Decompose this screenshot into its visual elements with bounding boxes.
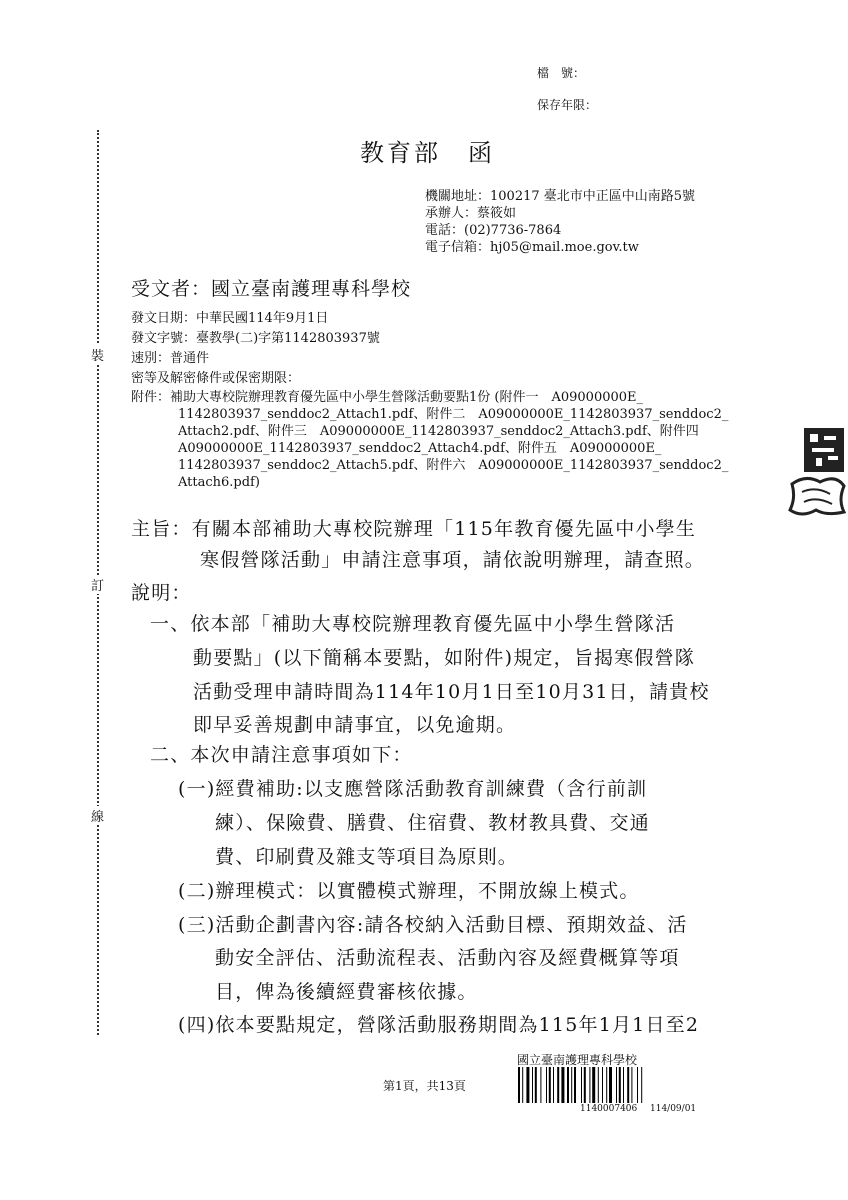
subitem-1-line: 練）、保險費、膳費、住宿費、教材教具費、交通 [215,812,650,834]
recipient: 受文者：國立臺南護理專科學校 [131,278,412,300]
page-title: 教育部 函 [360,139,495,167]
barcode-date: 114/09/01 [650,1104,697,1114]
attachments-line: A09000000E_1142803937_senddoc2_Attach4.pdf、附件五 A09000000E_ [178,441,662,456]
barcode-number: 1140007406 [580,1104,638,1114]
attachments-line: 1142803937_senddoc2_Attach1.pdf、附件二 A09000000E_1142803937_senddoc2_ [178,407,729,422]
subitem-1-line: 費、印刷費及雜支等項目為原則。 [215,846,519,868]
issue-date: 發文日期：中華民國114年9月1日 [131,311,329,326]
agency-address: 機關地址：100217 臺北市中正區中山南路5號 [425,189,696,204]
item-2-line: 二、本次申請注意事項如下： [150,744,413,766]
retention-period-label: 保存年限： [537,98,598,112]
subitem-4-line: (四)依本要點規定，營隊活動服務期間為115年1月1日至2 [178,1014,700,1036]
item-1-line: 動要點」(以下簡稱本要點，如附件)規定，旨揭寒假營隊 [193,647,696,669]
subitem-3-line: 目，俾為後續經費審核依據。 [215,981,478,1003]
binding-char-1: 裝 [91,345,104,364]
binding-char-2: 訂 [91,575,104,594]
subitem-3-line: 動安全評估、活動流程表、活動內容及經費概算等項 [215,947,680,969]
delivery-speed: 速別：普通件 [131,351,210,366]
subitem-2-line: (二)辦理模式：以實體模式辦理，不開放線上模式。 [178,880,640,902]
confidentiality: 密等及解密條件或保密期限： [131,371,301,386]
subitem-3-line: (三)活動企劃書內容:請各校納入活動目標、預期效益、活 [178,914,688,936]
receiver-stamp: 國立臺南護理專科學校 [517,1053,638,1067]
binding-char-3: 線 [91,806,104,825]
document-number: 發文字號：臺教學(二)字第1142803937號 [131,331,380,346]
archive-number-label: 檔 號： [537,66,586,80]
subject-line: 寒假營隊活動」申請注意事項，請依說明辦理，請查照。 [200,549,706,571]
attachments-line: Attach2.pdf、附件三 A09000000E_1142803937_senddoc2_Attach3.pdf、附件四 [178,424,699,439]
barcode-icon [518,1067,696,1103]
item-1-line: 活動受理申請時間為114年10月1日至10月31日，請貴校 [193,681,710,703]
agency-phone: 電話：(02)7736-7864 [425,223,562,238]
subitem-1-line: (一)經費補助:以支應營隊活動教育訓練費（含行前訓 [178,778,648,800]
subject-line: 主旨：有關本部補助大專校院辦理「115年教育優先區中小學生 [131,518,697,540]
attachments-line: 1142803937_senddoc2_Attach5.pdf、附件六 A09000000E_1142803937_senddoc2_ [178,458,729,473]
official-seal-icon [786,426,846,518]
item-1-line: 一、依本部「補助大專校院辦理教育優先區中小學生營隊活 [150,613,676,635]
attachments-line: Attach6.pdf) [178,475,260,490]
agency-email: 電子信箱：hj05@mail.moe.gov.tw [425,240,639,255]
page-number: 第1頁，共13頁 [383,1079,466,1093]
item-1-line: 即早妥善規劃申請事宜，以免逾期。 [193,714,517,736]
explanation-label: 說明： [131,582,192,604]
attachments-line: 附件：補助大專校院辦理教育優先區中小學生營隊活動要點1份 (附件一 A09000000E_ [131,390,644,405]
agency-contact: 承辦人：蔡筱如 [425,206,517,221]
